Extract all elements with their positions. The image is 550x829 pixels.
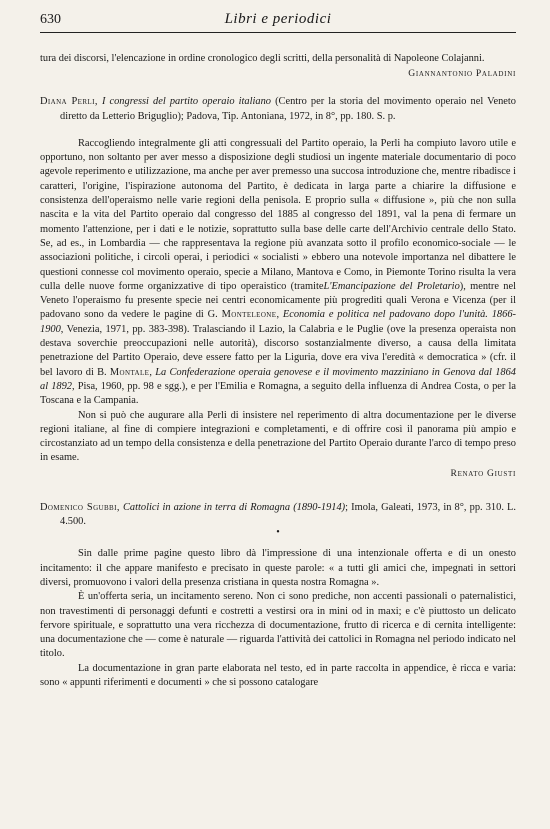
review-signature: Renato Giusti — [450, 467, 516, 479]
review-signature: Giannantonio Paladini — [408, 68, 516, 80]
book-title: I congressi del partito operaio italiano — [101, 96, 271, 108]
review-paragraph: Non si può che augurare alla Perli di insistere nel reperimento di altra documentazione per le diverse regioni italiane, al fine di compiere integrazioni e completamenti, e di offrire così il panorama più ampio e circostanziato ad un tempo della consistenza e della penetrazione del Partito Operaio durante l'arco di tempo preso in esame. — [40, 409, 516, 464]
book-citation: (Centro per la storia del movimento operaio nel Veneto diretto da Letterio Briguglio); Padova, Tip. Antoniana, 1972, in 8°, pp. 180. S. p. — [60, 96, 516, 122]
page-body — [40, 52, 516, 690]
running-head — [40, 10, 516, 33]
book-citation: ; Imola, Galeati, 1973, in 8°, pp. 310. L. 4.500. — [60, 501, 516, 528]
review-paragraph: È un'offerta seria, un incitamento sereno. Non ci sono prediche, non accenti passionali o paternalistici, non travestimenti di personaggi defunti e costretti a vestirsi ora in mini od in maxi; e c'è piuttosto un delicato fervore spirituale, e soprattutto una vera ricchezza di documentazione, frutto di ricerca e di cernita intelligente: una documentazione che — come è naturale — riguarda l'attività dei cattolici in Romagna nel periodo indicato nel titolo. — [40, 591, 516, 660]
review-paragraph: Raccogliendo integralmente gli atti congressuali del Partito operaio, la Perli ha compiuto lavoro utile e opportuno, non soltanto per aver messo a disposizione degli studiosi un ingente materiale documentario di poco agevole reperimento e utilizzazione, ma anche per aver premesso una succosa introduzione che, mentre ribadisce i caratteri, l'origine, l'ispirazione autonoma del Partito, è dedicata in larga parte a chiarire la diffusione e consistenza dell'operaismo nelle varie regioni della penisola. E proprio sulla « diffusione », più che non sulla nascita e la vita del Partito operaio dal congresso del 1885 al congresso del 1891, val la pena di fermare un momento l'attenzione, per i dati e le notizie, soprattutto sulla base delle carte dell'Archivio centrale dello Stato. Se, ad es., in Lombardia — che rappresentava la regione più avanzata sotto il profilo economico-sociale — le associazioni politiche, i circoli operai, i periodici « socialisti » ebbero una notevole importanza nel dibattere le questioni connesse col movimento operaio, specie a Milano, Mantova e Como, in Piemonte Torino risulta la vera culla delle nuove forme organizzative di tipo operaistico (tramiteL'Emancipazione del Proletario), mentre nel Veneto l'operaismo fu presente specie nei centri economicamente più progrediti quali Verona e Vicenza (per il padovano sono da vedere le pagine di G. Monteleone, Economia e politica nel padovano dopo l'unità. 1866-1900, Venezia, 1971, pp. 383-398). Tralasciando il Lazio, la Calabria e le Puglie (ove la presenza operaista non destava soverchie preoccupazioni nelle autorità), discorso sostanzialmente diverso, a causa della limitata penetrazione del Partito Operaio, deve essere fatto per la Liguria, dove era viva l'eredità « democratica » (cfr. il bel lavoro di B. Montale, La Confederazione operaia genovese e il movimento mazziniano in Genova dal 1864 al 1892, Pisa, 1960, pp. 98 e sgg.), e per l'Emilia e Romagna, a seguito della influenza di Andrea Costa, o per la Toscana e la Campania. — [40, 137, 516, 407]
book-title: Cattolici in azione in terra di Romagna (1890-1914) — [122, 501, 346, 513]
running-title: Libri e periodici — [224, 11, 332, 27]
book-entry-sgubbi — [40, 501, 516, 530]
review-paragraph: La documentazione in gran parte elaborata nel testo, ed in parte raccolta in appendice, è ricca e varia: sono « appunti riferimenti e documenti » che si possono catalogare — [40, 662, 516, 688]
book-author: Domenico Sgubbi, — [40, 501, 120, 513]
book-entry-perli — [40, 95, 516, 124]
book-author: Diana Perli, — [40, 96, 98, 108]
bullet-mark: • — [276, 527, 280, 539]
review-paragraph: Sin dalle prime pagine questo libro dà l'impressione di una intenzionale offerta e di un onesto incitamento: il che appare manifesto e precisato in queste parole: « a tutti gli amici che, impegnati in settori diversi, promuovono i valori della presenza cristiana in questa nostra Romagna ». — [40, 548, 516, 588]
review-tail-text: tura dei discorsi, l'elencazione in ordine cronologico degli scritti, della personalità di Napoleone Colajanni. — [40, 53, 485, 64]
page-number: 630 — [40, 12, 61, 27]
